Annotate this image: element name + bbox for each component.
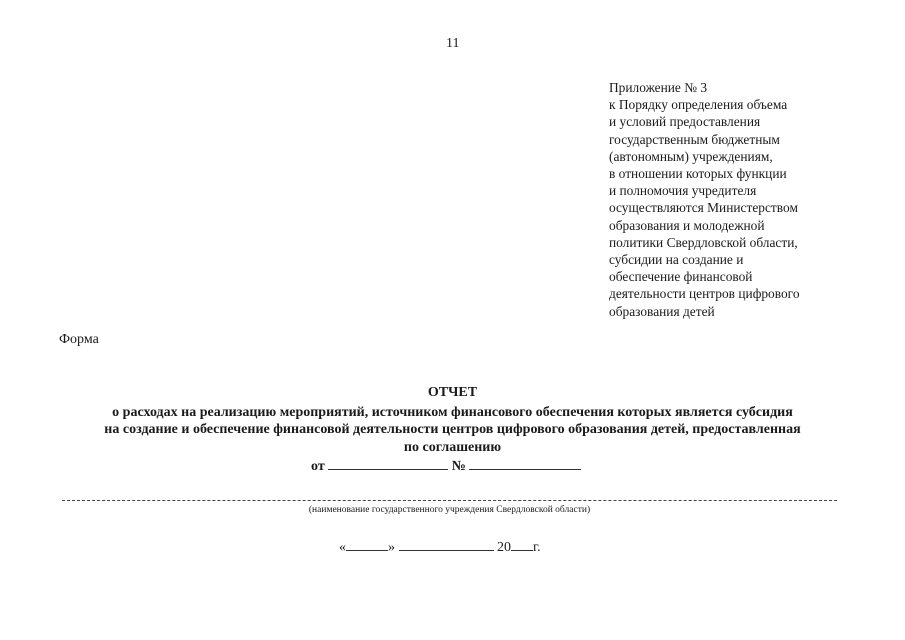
year-prefix: 20 xyxy=(497,540,511,555)
day-field[interactable] xyxy=(346,536,388,551)
number-label: № xyxy=(451,459,466,474)
form-label: Форма xyxy=(59,332,99,347)
appendix-line: и полномочия учредителя xyxy=(609,183,757,199)
open-quote: « xyxy=(339,540,346,555)
appendix-line: обеспечение финансовой xyxy=(609,269,753,285)
institution-name-line[interactable] xyxy=(62,500,837,501)
appendix-line: политики Свердловской области, xyxy=(609,234,798,250)
report-title: ОТЧЕТ xyxy=(427,385,478,400)
report-date-line xyxy=(339,536,541,556)
agreement-date-field[interactable] xyxy=(328,455,448,470)
appendix-line: и условий предоставления xyxy=(609,114,761,130)
year-suffix: г. xyxy=(533,540,541,555)
from-label: от xyxy=(311,459,325,474)
agreement-number-field[interactable] xyxy=(469,455,581,470)
month-field[interactable] xyxy=(399,536,494,551)
appendix-line: государственным бюджетным xyxy=(609,131,780,147)
appendix-line: субсидии на создание и xyxy=(609,252,744,268)
page-number: 11 xyxy=(446,36,460,51)
appendix-line: (автономным) учреждениям, xyxy=(609,148,773,164)
year-field[interactable] xyxy=(511,536,533,551)
appendix-line: образования детей xyxy=(609,303,715,319)
appendix-block xyxy=(609,79,869,320)
appendix-line: осуществляются Министерством xyxy=(609,200,798,216)
appendix-line: образования и молодежной xyxy=(609,217,765,233)
agreement-date-line xyxy=(311,455,581,475)
institution-caption: (наименование государственного учреждения Свердловской области) xyxy=(308,505,591,515)
appendix-line: в отношении которых функции xyxy=(609,166,787,182)
appendix-line: Приложение № 3 xyxy=(609,80,708,95)
close-quote: » xyxy=(388,540,395,555)
report-subtitle-line-1: о расходах на реализацию мероприятий, источником финансового обеспечения которых является субсидия xyxy=(112,405,793,420)
report-subtitle-line-3: по соглашению xyxy=(403,440,502,455)
appendix-line: к Порядку определения объема xyxy=(609,97,788,113)
report-subtitle-line-2: на создание и обеспечение финансовой деятельности центров цифрового образования детей, предоставленная xyxy=(104,422,801,437)
appendix-line: деятельности центров цифрового xyxy=(609,286,800,302)
